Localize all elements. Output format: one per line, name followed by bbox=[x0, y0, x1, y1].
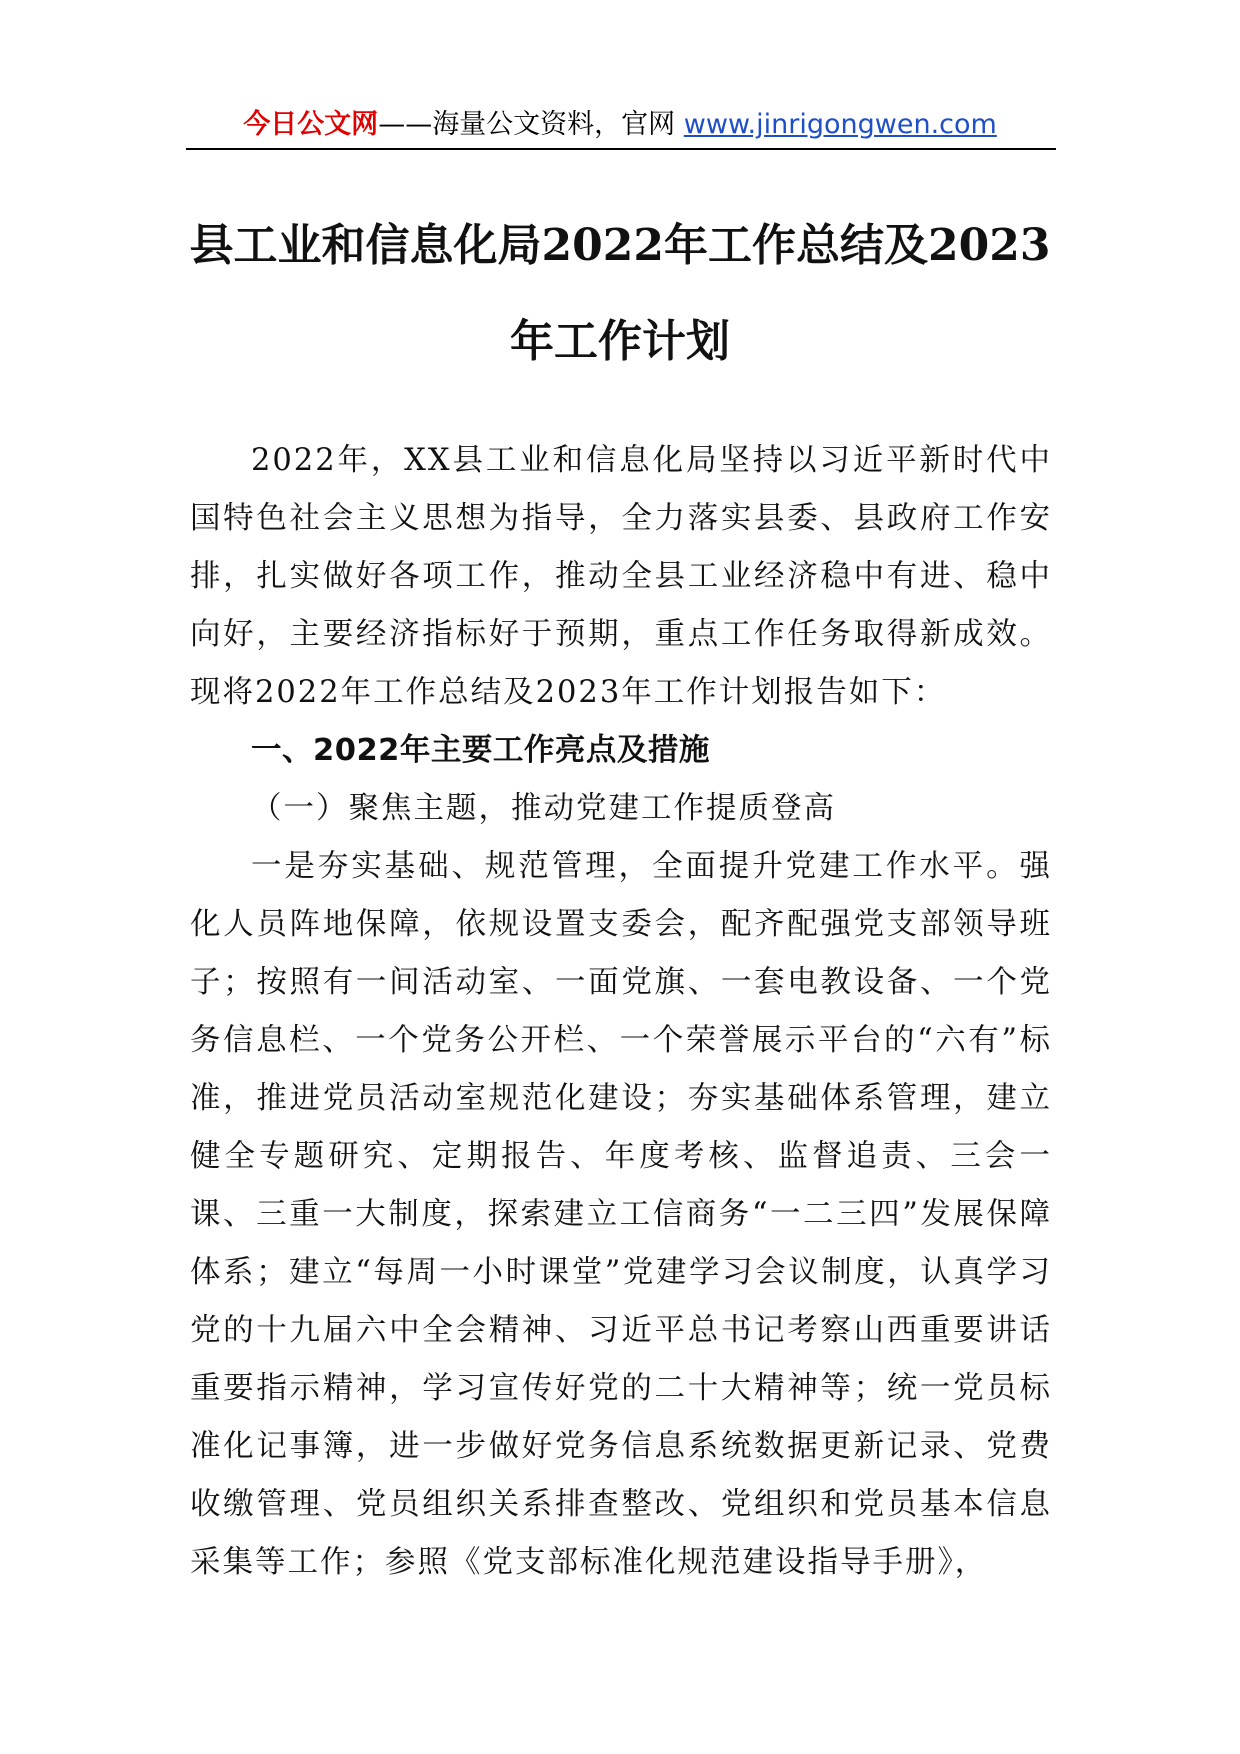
subsection-heading: （一）聚焦主题，推动党建工作提质登高 bbox=[251, 791, 836, 826]
document-body bbox=[190, 432, 1052, 1592]
section-heading: 一、2022年主要工作亮点及措施 bbox=[251, 733, 710, 768]
header-divider bbox=[186, 148, 1056, 150]
intro-paragraph: 2022年，XX县工业和信息化局坚持以习近平新时代中国特色社会主义思想为指导，全力落实县委、县政府工作安排，扎实做好各项工作，推动全县工业经济稳中有进、稳中向好，主要经济指标好于预期，重点工作任务取得新成效。现将2022年工作总结及2023年工作计划报告如下： bbox=[190, 443, 1052, 710]
site-url-link[interactable]: www.jinrigongwen.com bbox=[683, 109, 997, 140]
site-header bbox=[0, 105, 1240, 145]
site-slogan: ——海量公文资料，官网 bbox=[378, 109, 684, 140]
site-brand: 今日公文网 bbox=[243, 109, 379, 140]
document-title: 县工业和信息化局2022年工作总结及2023年工作计划 bbox=[189, 220, 1051, 367]
body-paragraph: 一是夯实基础、规范管理，全面提升党建工作水平。强化人员阵地保障，依规设置支委会，配齐配强党支部领导班子；按照有一间活动室、一面党旗、一套电教设备、一个党务信息栏、一个党务公开栏、一个荣誉展示平台的“六有”标准，推进党员活动室规范化建设；夯实基础体系管理，建立健全专题研究、定期报告、年度考核、监督追责、三会一课、三重一大制度，探索建立工信商务“一二三四”发展保障体系；建立“每周一小时课堂”党建学习会议制度，认真学习党的十九届六中全会精神、习近平总书记考察山西重要讲话重要指示精神，学习宣传好党的二十大精神等；统一党员标准化记事簿，进一步做好党务信息系统数据更新记录、党费收缴管理、党员组织关系排查整改、党组织和党员基本信息采集等工作；参照《党支部标准化规范建设指导手册》， bbox=[190, 849, 1052, 1580]
